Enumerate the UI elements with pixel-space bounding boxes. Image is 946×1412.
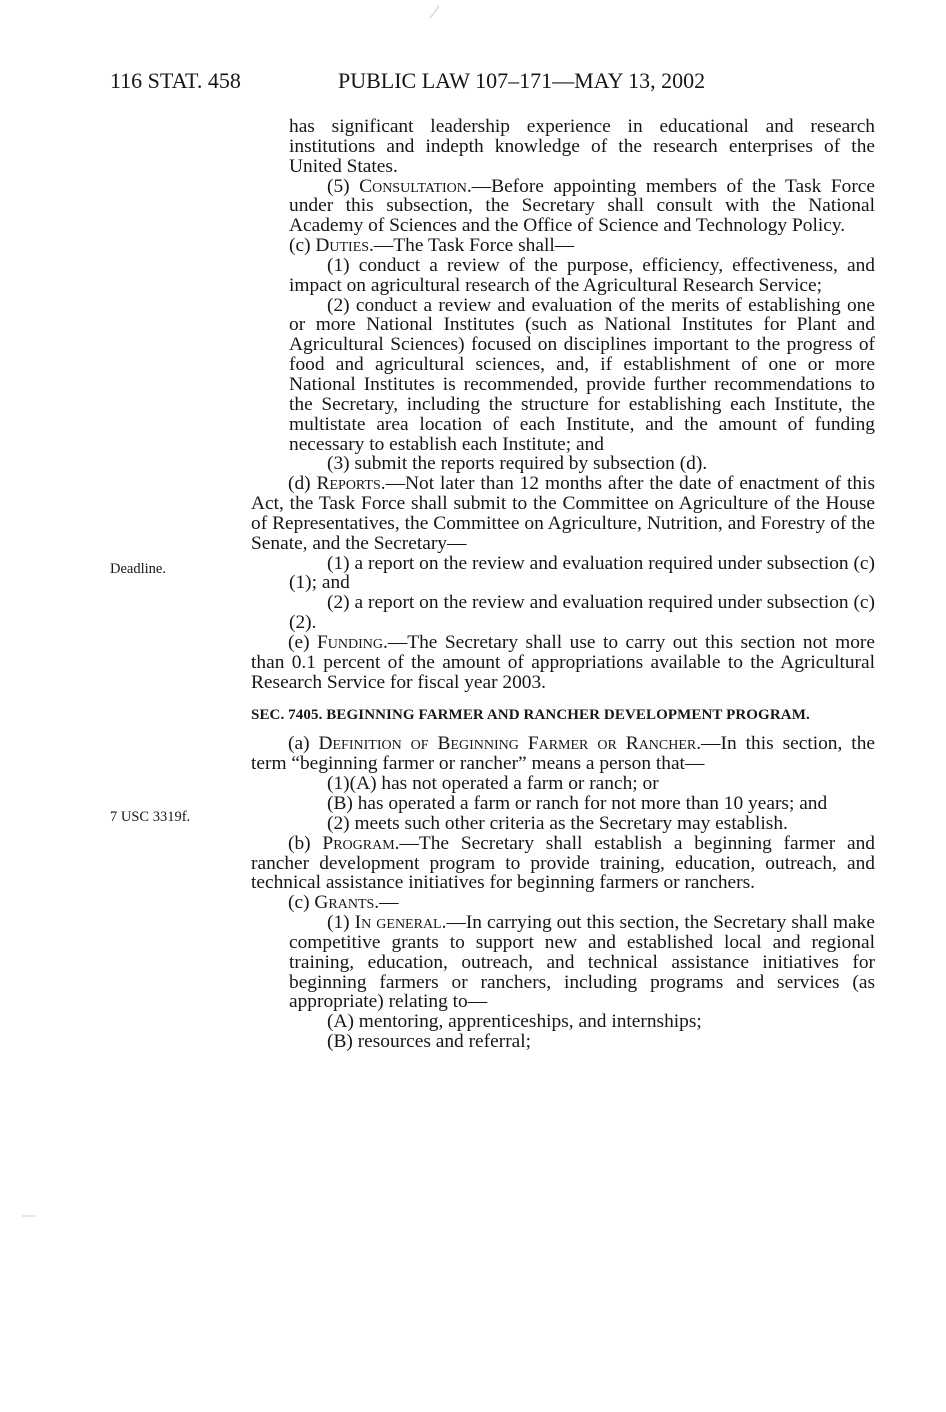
subsection-funding <box>251 633 875 693</box>
subsection-heading: Definition of Beginning Farmer or Rancher. <box>318 733 702 755</box>
page-stat-number: 116 STAT. 458 <box>110 68 241 93</box>
paragraph-number: (5) <box>327 175 350 197</box>
subsection-program <box>251 834 875 894</box>
subsection-number: (d) <box>288 473 311 495</box>
scan-mark <box>22 1214 38 1218</box>
paragraph-heading: Consultation. <box>359 175 472 197</box>
margin-note-deadline: Deadline. <box>110 561 166 577</box>
paragraph-body: —Before appointing members of the Task Force under this subsection, the Secretary shall consult with the National Academy of Sciences and the Office of Science and Technology Policy. <box>289 175 875 237</box>
subsection-heading: Grants. <box>314 892 380 914</box>
section-heading: SEC. 7405. BEGINNING FARMER AND RANCHER DEVELOPMENT PROGRAM. <box>251 707 810 724</box>
grants-item-a: (A) mentoring, apprenticeships, and internships; <box>327 1011 702 1033</box>
subsection-body: —Not later than 12 months after the date of enactment of this Act, the Task Force shall submit to the Committee on Agriculture of the House of Representatives, the Committee on Agriculture, Nutrition, and Forestry of the Senate, and the Secretary— <box>251 473 875 554</box>
paragraph-number: (1) <box>327 912 350 934</box>
subsection-body: —In this section, the term “beginning farmer or rancher” means a person that— <box>251 733 875 775</box>
subsection-definition <box>251 734 875 774</box>
subsection-number: (e) <box>288 631 310 653</box>
subsection-heading: Duties. <box>315 235 374 257</box>
duties-item-2: (2) conduct a review and evaluation of the merits of establishing one or more National Institutes (such as National Institutes for Plant and Agricultural Sciences) focused on disciplines important to the progress of food and agricultural sciences, and, if establishment of one or more National Institutes is recommended, provide further recommendations to the Secretary, including the structure for establishing each Institute, the multistate area location of each Institute, and the amount of funding necessary to establish each Institute; and <box>289 294 875 455</box>
paragraph-consultation <box>251 177 875 237</box>
subsection-heading: Funding. <box>317 631 388 653</box>
reports-item-1: (1) a report on the review and evaluation required under subsection (c)(1); and <box>289 552 875 594</box>
duties-item-3: (3) submit the reports required by subsection (d). <box>327 453 708 475</box>
subsection-body: —The Secretary shall use to carry out this section not more than 0.1 percent of the amount of appropriations available to the Agricultural Research Service for fiscal year 2003. <box>251 631 875 693</box>
running-header: PUBLIC LAW 107–171—MAY 13, 2002 <box>338 68 706 93</box>
grants-in-general <box>251 913 875 1012</box>
subsection-number: (b) <box>288 832 311 854</box>
subsection-number: (c) <box>288 892 310 914</box>
grants-item-b: (B) resources and referral; <box>327 1031 532 1053</box>
definition-item-1b: (B) has operated a farm or ranch for not more than 10 years; and <box>327 793 828 814</box>
subsection-reports <box>251 474 875 553</box>
paragraph-body: —In carrying out this section, the Secretary shall make competitive grants to support new and established local and regional training, education, outreach, and technical assistance initiatives for beginning farmers or ranchers, including programs and services (as appropriate) relating to— <box>289 912 875 1013</box>
subsection-body: — <box>379 892 399 914</box>
statute-text-column <box>251 117 875 1052</box>
paragraph-heading: In general. <box>354 912 447 934</box>
scan-mark <box>428 4 442 20</box>
paragraph-continuation: has significant leadership experience in educational and research institutions and indepth knowledge of the research enterprises of the United States. <box>289 116 875 177</box>
subsection-number: (c) <box>289 235 311 257</box>
definition-item-2: (2) meets such other criteria as the Secretary may establish. <box>327 812 788 834</box>
subsection-heading: Reports. <box>316 473 386 495</box>
subsection-grants <box>251 893 875 913</box>
duties-item-1: (1) conduct a review of the purpose, efficiency, effectiveness, and impact on agricultural research of the Agricultural Research Service; <box>289 254 875 296</box>
subsection-duties <box>251 236 875 256</box>
subsection-body: —The Task Force shall— <box>373 235 575 257</box>
margin-note-usc-citation: 7 USC 3319f. <box>110 809 191 825</box>
definition-item-1a: (1)(A) has not operated a farm or ranch; or <box>327 773 659 795</box>
reports-item-2: (2) a report on the review and evaluation required under subsection (c)(2). <box>289 592 875 634</box>
subsection-heading: Program. <box>322 832 400 854</box>
subsection-number: (a) <box>288 733 310 755</box>
subsection-body: —The Secretary shall establish a beginning farmer and rancher development program to provide training, education, outreach, and technical assistance initiatives for beginning farmers or ranchers. <box>251 832 875 894</box>
